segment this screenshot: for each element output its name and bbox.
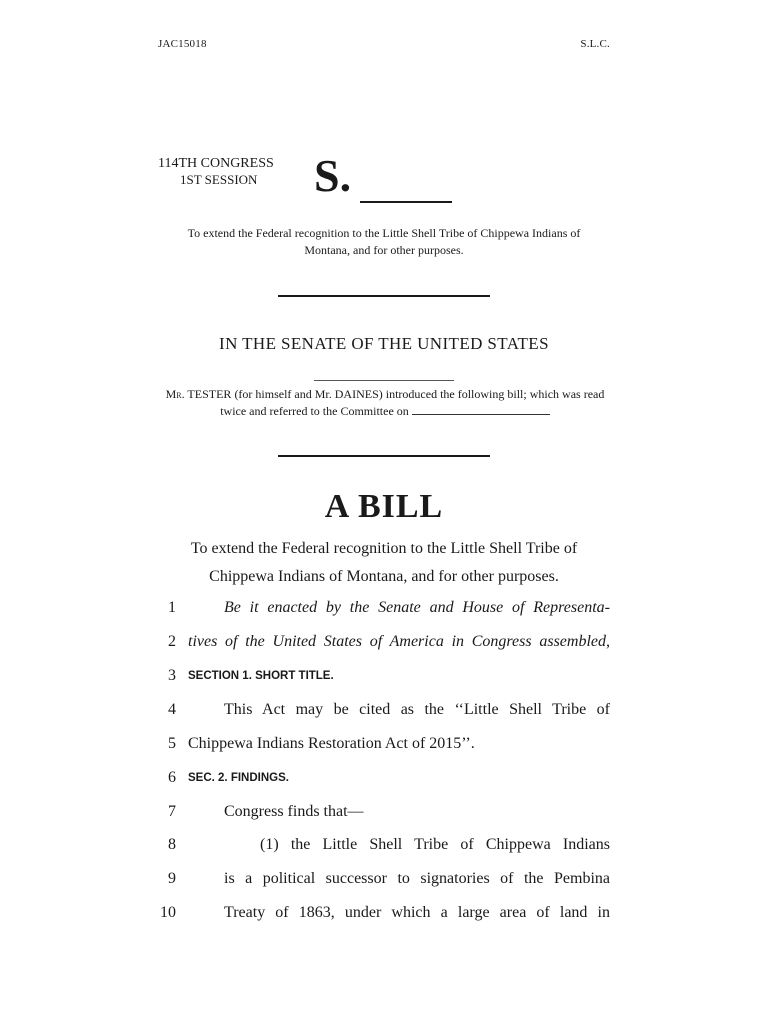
line-number: 5 (168, 735, 176, 752)
line-text: Congress finds that— (224, 803, 364, 820)
line-number: 1 (168, 599, 176, 616)
intro-rest: ) introduced the following bill; which was read twice and referred to the Committee on (220, 387, 605, 418)
bill-line (150, 701, 620, 735)
bill-heading: A BILL (324, 488, 444, 525)
intro-middle: (for himself and Mr. (231, 387, 335, 401)
line-text: Chippewa Indians Restoration Act of 2015’’. (188, 735, 475, 752)
congress-number: 114TH CONGRESS (158, 156, 274, 171)
cosponsor-name: DAINES (334, 387, 379, 401)
section-heading-line (150, 769, 620, 803)
sponsor-name: Mr. TESTER (165, 387, 232, 401)
line-number: 7 (168, 803, 176, 820)
line-number: 10 (160, 904, 176, 921)
section-heading: SECTION 1. SHORT TITLE. (188, 670, 334, 682)
long-title: To extend the Federal recognition to the Little Shell Tribe of Chippewa Indians of Montana, and for other purposes. (190, 540, 578, 585)
line-text: This Act may be cited as the ‘‘Little Shell Tribe of (224, 701, 610, 718)
thin-divider (314, 380, 454, 381)
bill-line (150, 803, 620, 837)
short-purpose: To extend the Federal recognition to the Little Shell Tribe of Chippewa Indians of Montana, and for other purposes. (187, 226, 581, 257)
bill-line (150, 870, 620, 904)
bill-line (150, 836, 620, 870)
section-heading-line (150, 667, 620, 701)
line-number: 4 (168, 701, 176, 718)
bill-line (150, 599, 620, 633)
line-number: 6 (168, 769, 176, 786)
office-code: S.L.C. (580, 38, 610, 50)
bill-line (150, 904, 620, 938)
line-number: 2 (168, 633, 176, 650)
divider-rule (278, 455, 490, 457)
line-text: tives of the United States of America in Congress assembled, (188, 633, 610, 650)
congress-session-block (158, 156, 274, 188)
bill-line (150, 633, 620, 667)
bill-number-blank (360, 201, 452, 203)
line-text: Be it enacted by the Senate and House of Representa- (224, 599, 610, 616)
section-heading: SEC. 2. FINDINGS. (188, 772, 289, 784)
line-number: 8 (168, 836, 176, 853)
line-text: (1) the Little Shell Tribe of Chippewa Indians (260, 836, 610, 853)
line-text: Treaty of 1863, under which a large area of land in (224, 904, 610, 921)
document-id: JAC15018 (158, 38, 207, 50)
line-number: 3 (168, 667, 176, 684)
session-number: 1ST SESSION (180, 172, 258, 187)
divider-rule (278, 295, 490, 297)
bill-line (150, 735, 620, 769)
line-number: 9 (168, 870, 176, 887)
bill-designation: S. (314, 150, 352, 201)
line-text: is a political successor to signatories of the Pembina (224, 870, 610, 887)
chamber-heading: IN THE SENATE OF THE UNITED STATES (219, 334, 549, 353)
introduction-statement (158, 386, 612, 420)
committee-blank (412, 404, 550, 415)
